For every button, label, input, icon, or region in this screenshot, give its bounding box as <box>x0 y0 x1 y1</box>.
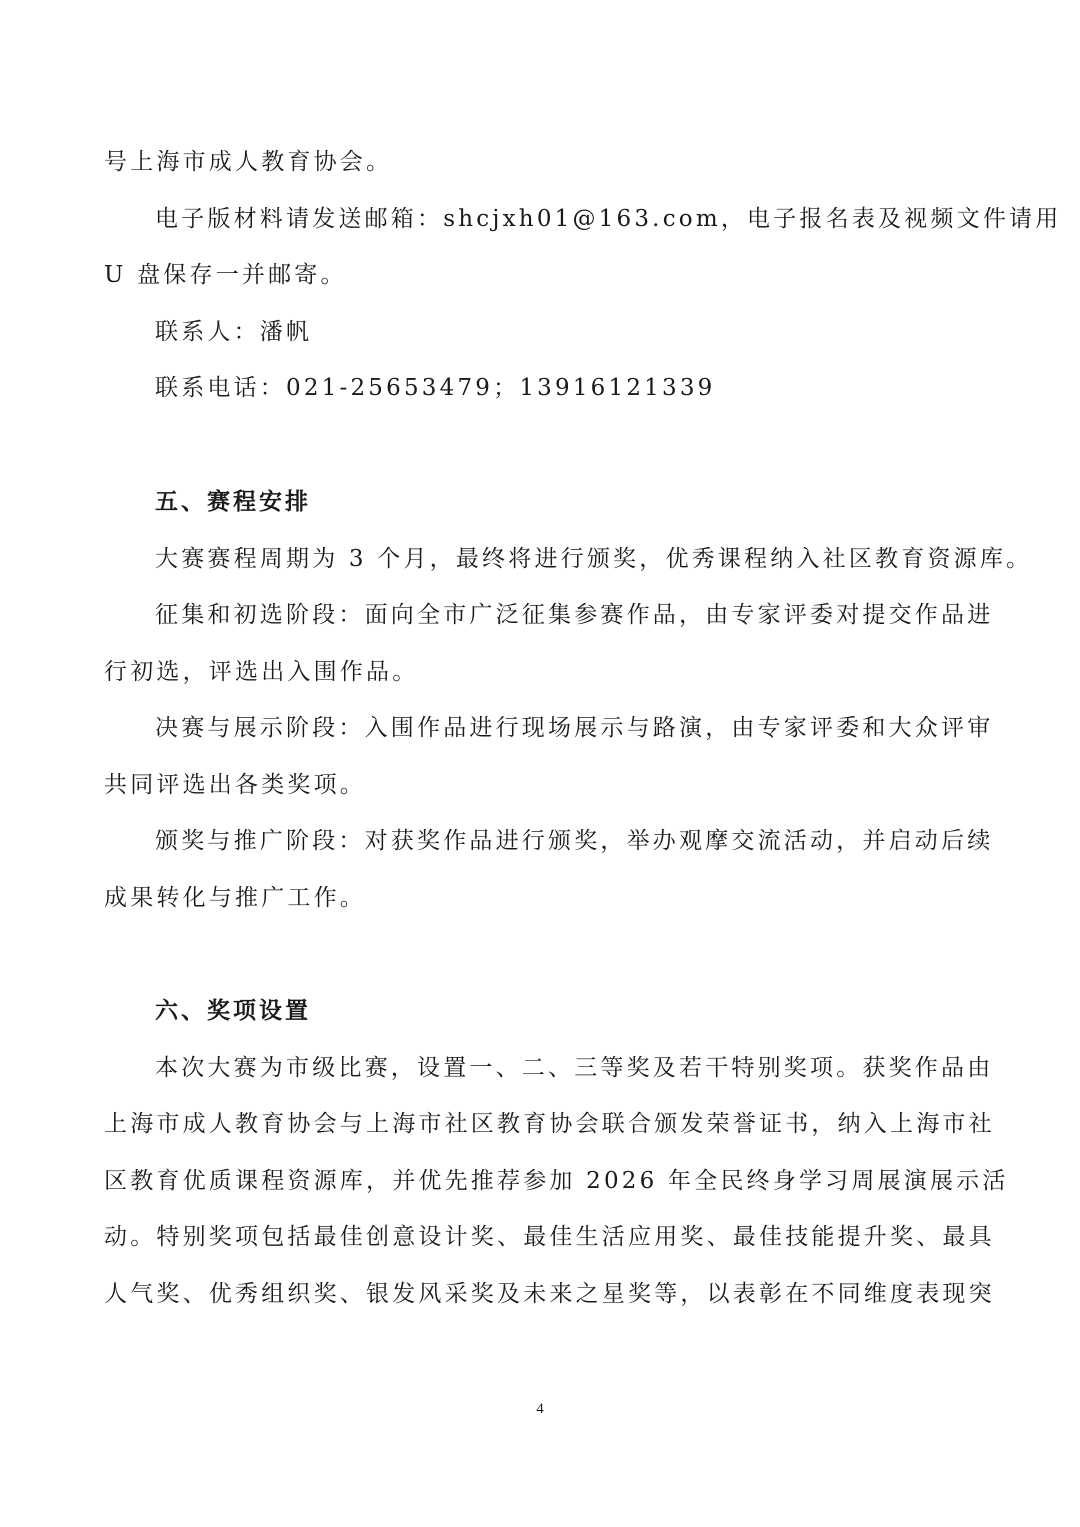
paragraph-line: 人气奖、优秀组织奖、银发风采奖及未来之星奖等，以表彰在不同维度表现突 <box>104 1281 995 1307</box>
paragraph-line: 征集和初选阶段：面向全市广泛征集参赛作品，由专家评委对提交作品进 <box>155 602 994 628</box>
paragraph-line: 成果转化与推广工作。 <box>104 885 366 911</box>
paragraph-line: 动。特别奖项包括最佳创意设计奖、最佳生活应用奖、最佳技能提升奖、最具 <box>104 1224 995 1250</box>
paragraph-line: 行初选，评选出入围作品。 <box>104 659 419 685</box>
contact-person: 联系人：潘帆 <box>155 319 313 345</box>
paragraph-line: 本次大赛为市级比赛，设置一、二、三等奖及若干特别奖项。获奖作品由 <box>155 1055 994 1081</box>
page-number: 4 <box>536 1401 544 1417</box>
paragraph-line: U 盘保存一并邮寄。 <box>104 262 347 288</box>
section-heading: 五、赛程安排 <box>155 488 311 515</box>
paragraph-line: 决赛与展示阶段：入围作品进行现场展示与路演，由专家评委和大众评审 <box>155 715 994 741</box>
paragraph-line: 颁奖与推广阶段：对获奖作品进行颁奖，举办观摩交流活动，并启动后续 <box>155 828 994 854</box>
paragraph-line: 号上海市成人教育协会。 <box>104 149 393 175</box>
paragraph-line: 共同评选出各类奖项。 <box>104 772 366 798</box>
paragraph-line: 上海市成人教育协会与上海市社区教育协会联合颁发荣誉证书，纳入上海市社 <box>104 1111 995 1137</box>
paragraph-line: 区教育优质课程资源库，并优先推荐参加 2026 年全民终身学习周展演展示活 <box>104 1168 1009 1194</box>
paragraph-line: 电子版材料请发送邮箱：shcjxh01@163.com，电子报名表及视频文件请用 <box>155 206 1062 232</box>
section-heading: 六、奖项设置 <box>155 997 311 1024</box>
contact-phone: 联系电话：021-25653479；13916121339 <box>155 375 716 401</box>
paragraph-line: 大赛赛程周期为 3 个月，最终将进行颁奖，优秀课程纳入社区教育资源库。 <box>155 546 1033 572</box>
